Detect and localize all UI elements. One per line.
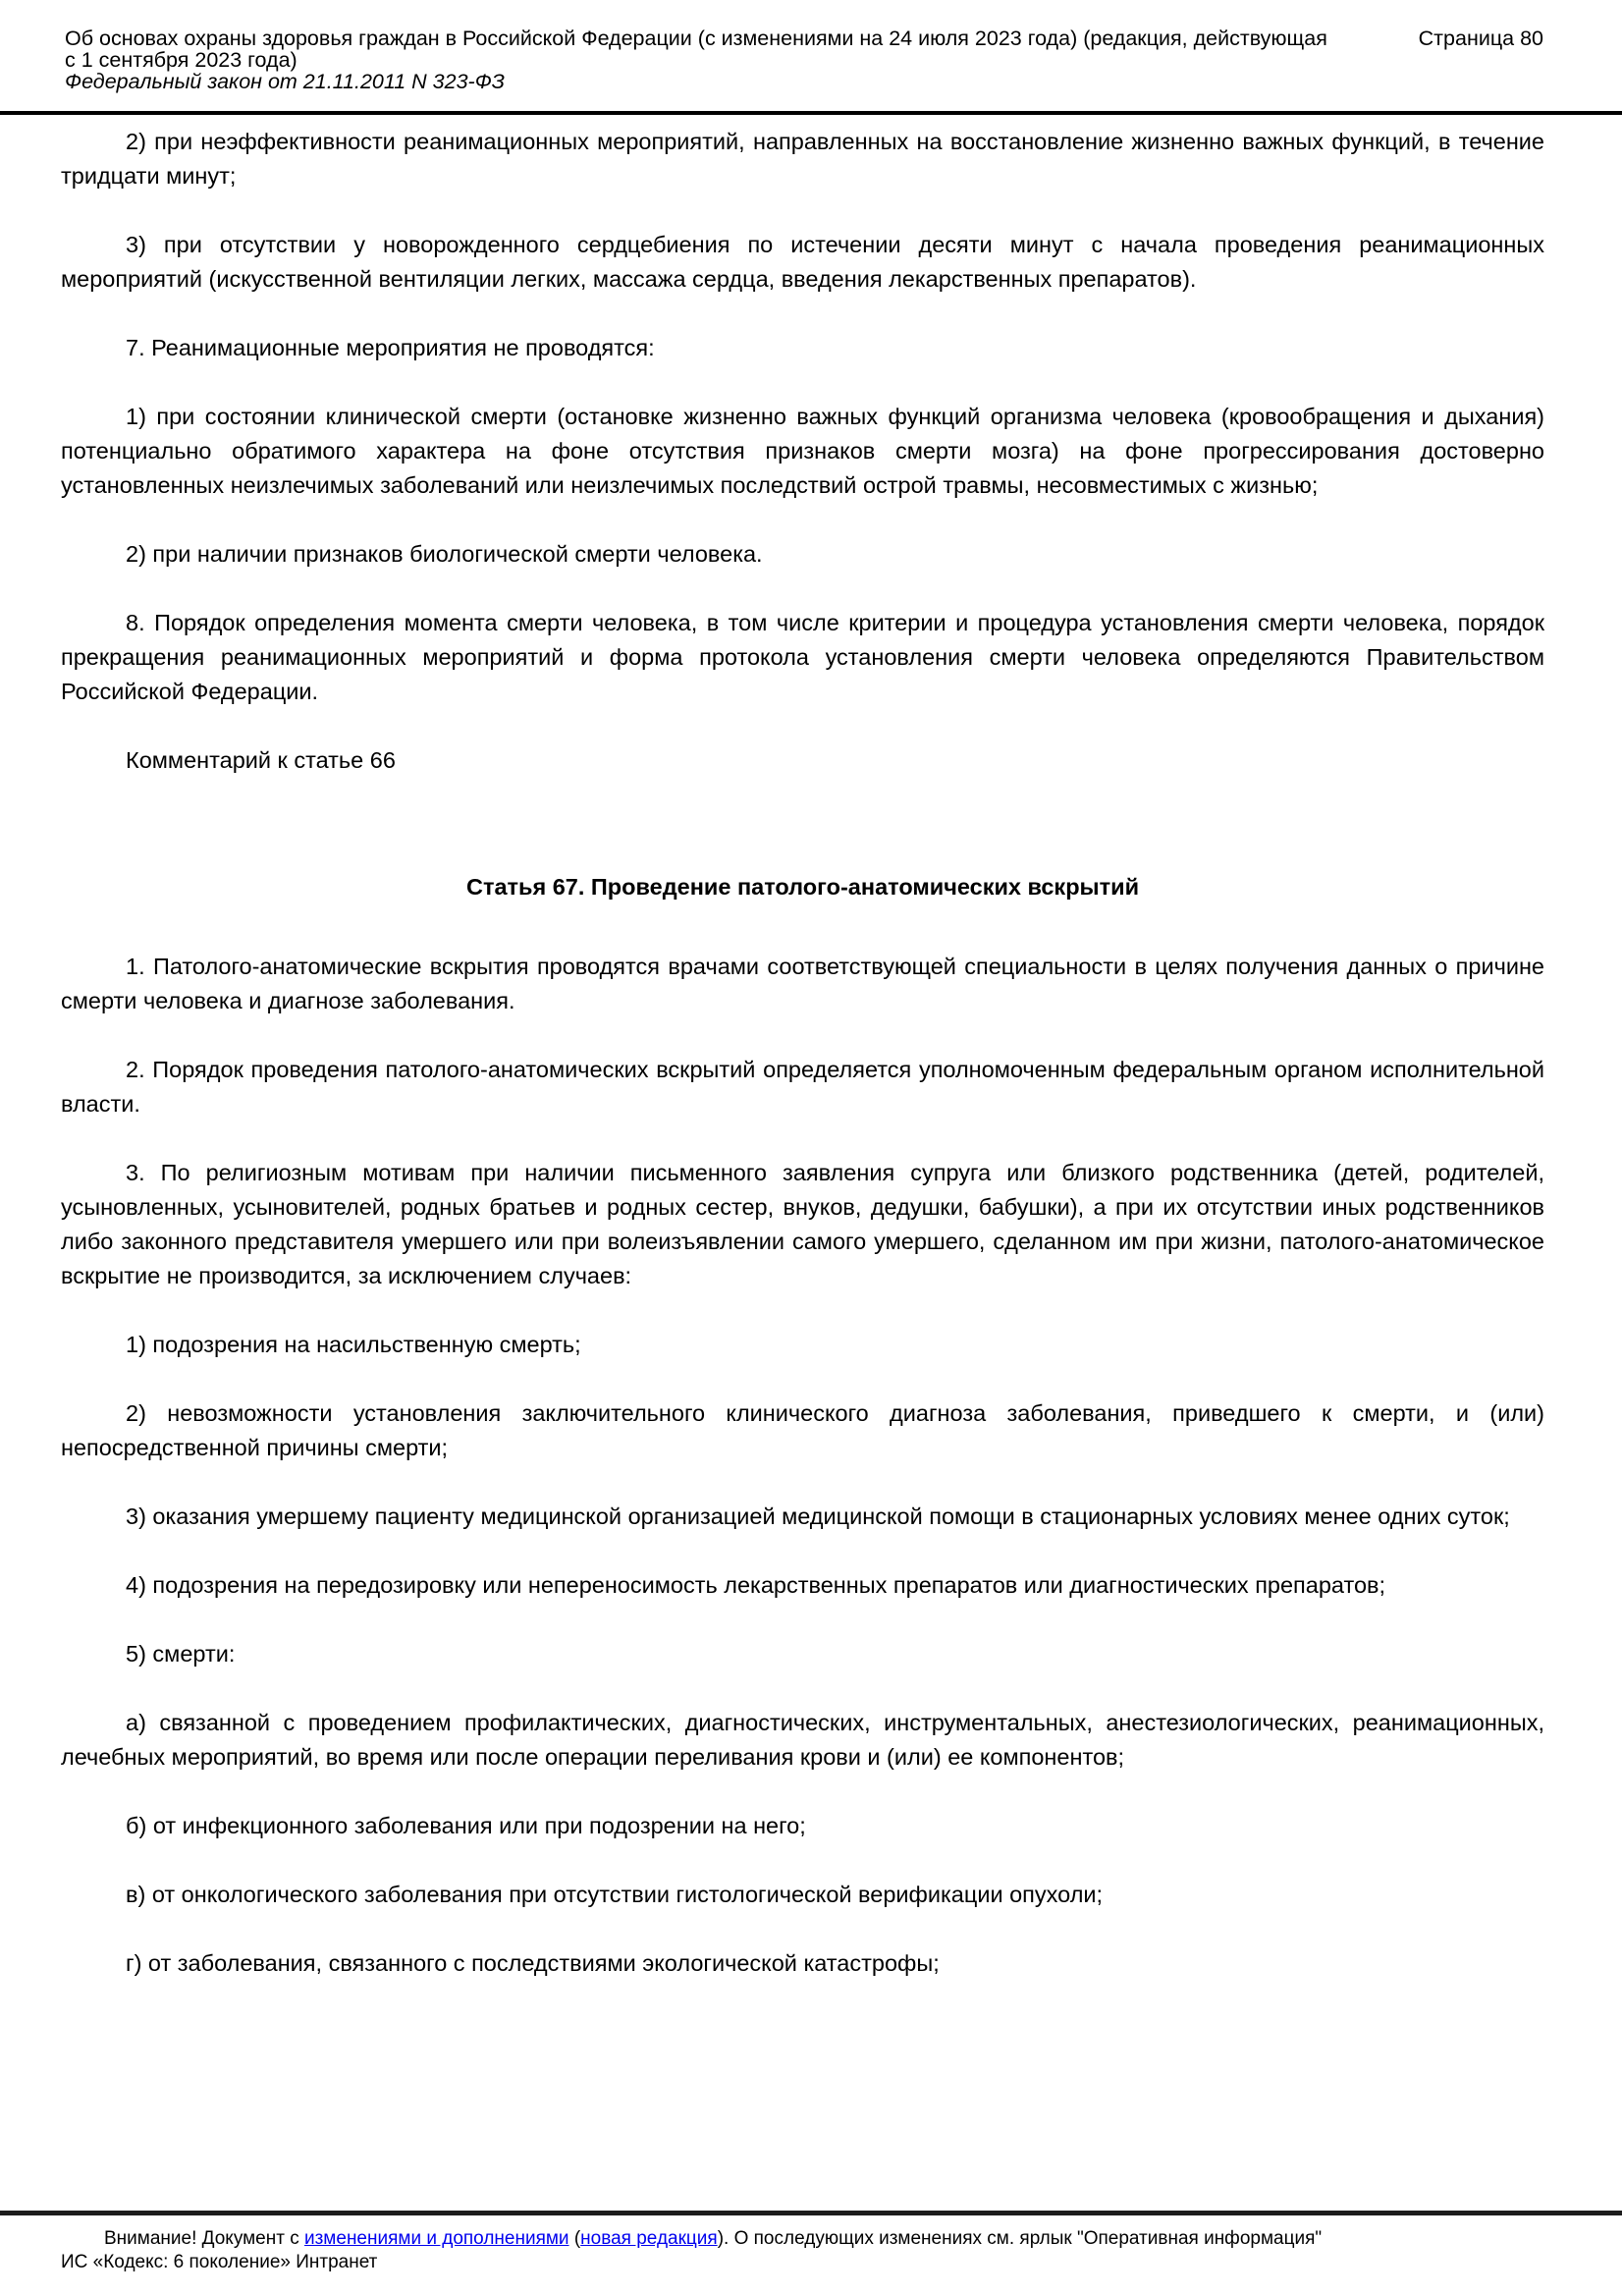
amendments-link[interactable]: изменениями и дополнениями (303, 2228, 569, 2249)
document-title-line1: Об основах охраны здоровья граждан в Российской Федерации (с изменениями на 24 июля 2023 года) (редакция, действующая (65, 27, 1327, 50)
document-title (65, 27, 1543, 71)
footer-notice-middle: ( (568, 2228, 581, 2249)
footer-system-label: ИС «Кодекс: 6 поколение» Интранет (61, 2252, 378, 2272)
paragraph: 2) при неэффективности реанимационных мероприятий, направленных на восстановление жизненно важных функций, в течение тридцати минут; (61, 129, 1544, 189)
page-number-label: Страница 80 (1418, 27, 1543, 50)
paragraph: б) от инфекционного заболевания или при подозрении на него; (126, 1813, 806, 1838)
paragraph: 3) оказания умершему пациенту медицинской организацией медицинской помощи в стационарных условиях менее одних суток; (126, 1503, 1510, 1529)
paragraph: 3) при отсутствии у новорожденного сердцебиения по истечении десяти минут с начала проведения реанимационных мероприятий (искусственной вентиляции легких, массажа сердца, введения лекарственных препаратов). (61, 232, 1544, 292)
paragraph: 8. Порядок определения момента смерти человека, в том числе критерии и процедура установления смерти человека, порядок прекращения реанимационных мероприятий и форма протокола установления смерти человека определяются Правительством Российской Федерации. (61, 610, 1544, 704)
new-edition-link[interactable]: новая редакция (580, 2228, 718, 2249)
article-heading: Статья 67. Проведение патолого-анатомических вскрытий (465, 874, 1140, 900)
page-header (0, 0, 1622, 92)
paragraph: 2. Порядок проведения патолого-анатомических вскрытий определяется уполномоченным федеральным органом исполнительной власти. (61, 1057, 1544, 1117)
page-footer (0, 2211, 1622, 2296)
footer-notice (61, 2227, 1543, 2251)
paragraph: 1. Патолого-анатомические вскрытия проводятся врачами соответствующей специальности в целях получения данных о причине смерти человека и диагнозе заболевания. (61, 954, 1544, 1013)
paragraph: 2) невозможности установления заключительного клинического диагноза заболевания, приведшего к смерти, и (или) непосредственной причины смерти; (61, 1400, 1544, 1460)
document-body (0, 125, 1622, 1981)
paragraph: г) от заболевания, связанного с последствиями экологической катастрофы; (126, 1950, 940, 1976)
paragraph: в) от онкологического заболевания при отсутствии гистологической верификации опухоли; (126, 1882, 1104, 1907)
paragraph: 5) смерти: (126, 1641, 236, 1667)
paragraph: 3. По религиозным мотивам при наличии письменного заявления супруга или близкого родственника (детей, родителей, усыновленных, усыновителей, родных братьев и родных сестер, внуков, дедушки, бабушки), а при их отсутствии иных родственников либо законного представителя умершего или при волеизъявлении самого умершего, сделанном им при жизни, патолого-анатомическое вскрытие не производится, за исключением случаев: (61, 1160, 1544, 1288)
footer-notice-suffix: ). О последующих изменениях см. ярлык "Оперативная информация" (717, 2228, 1323, 2249)
footer-text-block (0, 2215, 1622, 2296)
paragraph: 7. Реанимационные мероприятия не проводятся: (126, 335, 655, 360)
document-subtitle: Федеральный закон от 21.11.2011 N 323-ФЗ (65, 70, 506, 93)
paragraph: Комментарий к статье 66 (126, 747, 396, 773)
footer-notice-prefix: Внимание! Документ с (104, 2228, 304, 2249)
header-divider (0, 111, 1622, 115)
document-title-line2: с 1 сентября 2023 года) (65, 48, 297, 72)
paragraph: 4) подозрения на передозировку или непереносимость лекарственных препаратов или диагностических препаратов; (126, 1572, 1386, 1598)
paragraph: 2) при наличии признаков биологической смерти человека. (126, 541, 763, 567)
paragraph: 1) при состоянии клинической смерти (остановке жизненно важных функций организма человека (кровообращения и дыхания) потенциально обратимого характера на фоне отсутствия признаков смерти мозга) на фоне прогрессирования достоверно установленных неизлечимых заболеваний или неизлечимых последствий острой травмы, несовместимых с жизнью; (61, 404, 1544, 498)
paragraph: 1) подозрения на насильственную смерть; (126, 1332, 581, 1357)
paragraph: а) связанной с проведением профилактических, диагностических, инструментальных, анестезиологических, реанимационных, лечебных мероприятий, во время или после операции переливания крови и (или) ее компонентов; (61, 1710, 1544, 1770)
